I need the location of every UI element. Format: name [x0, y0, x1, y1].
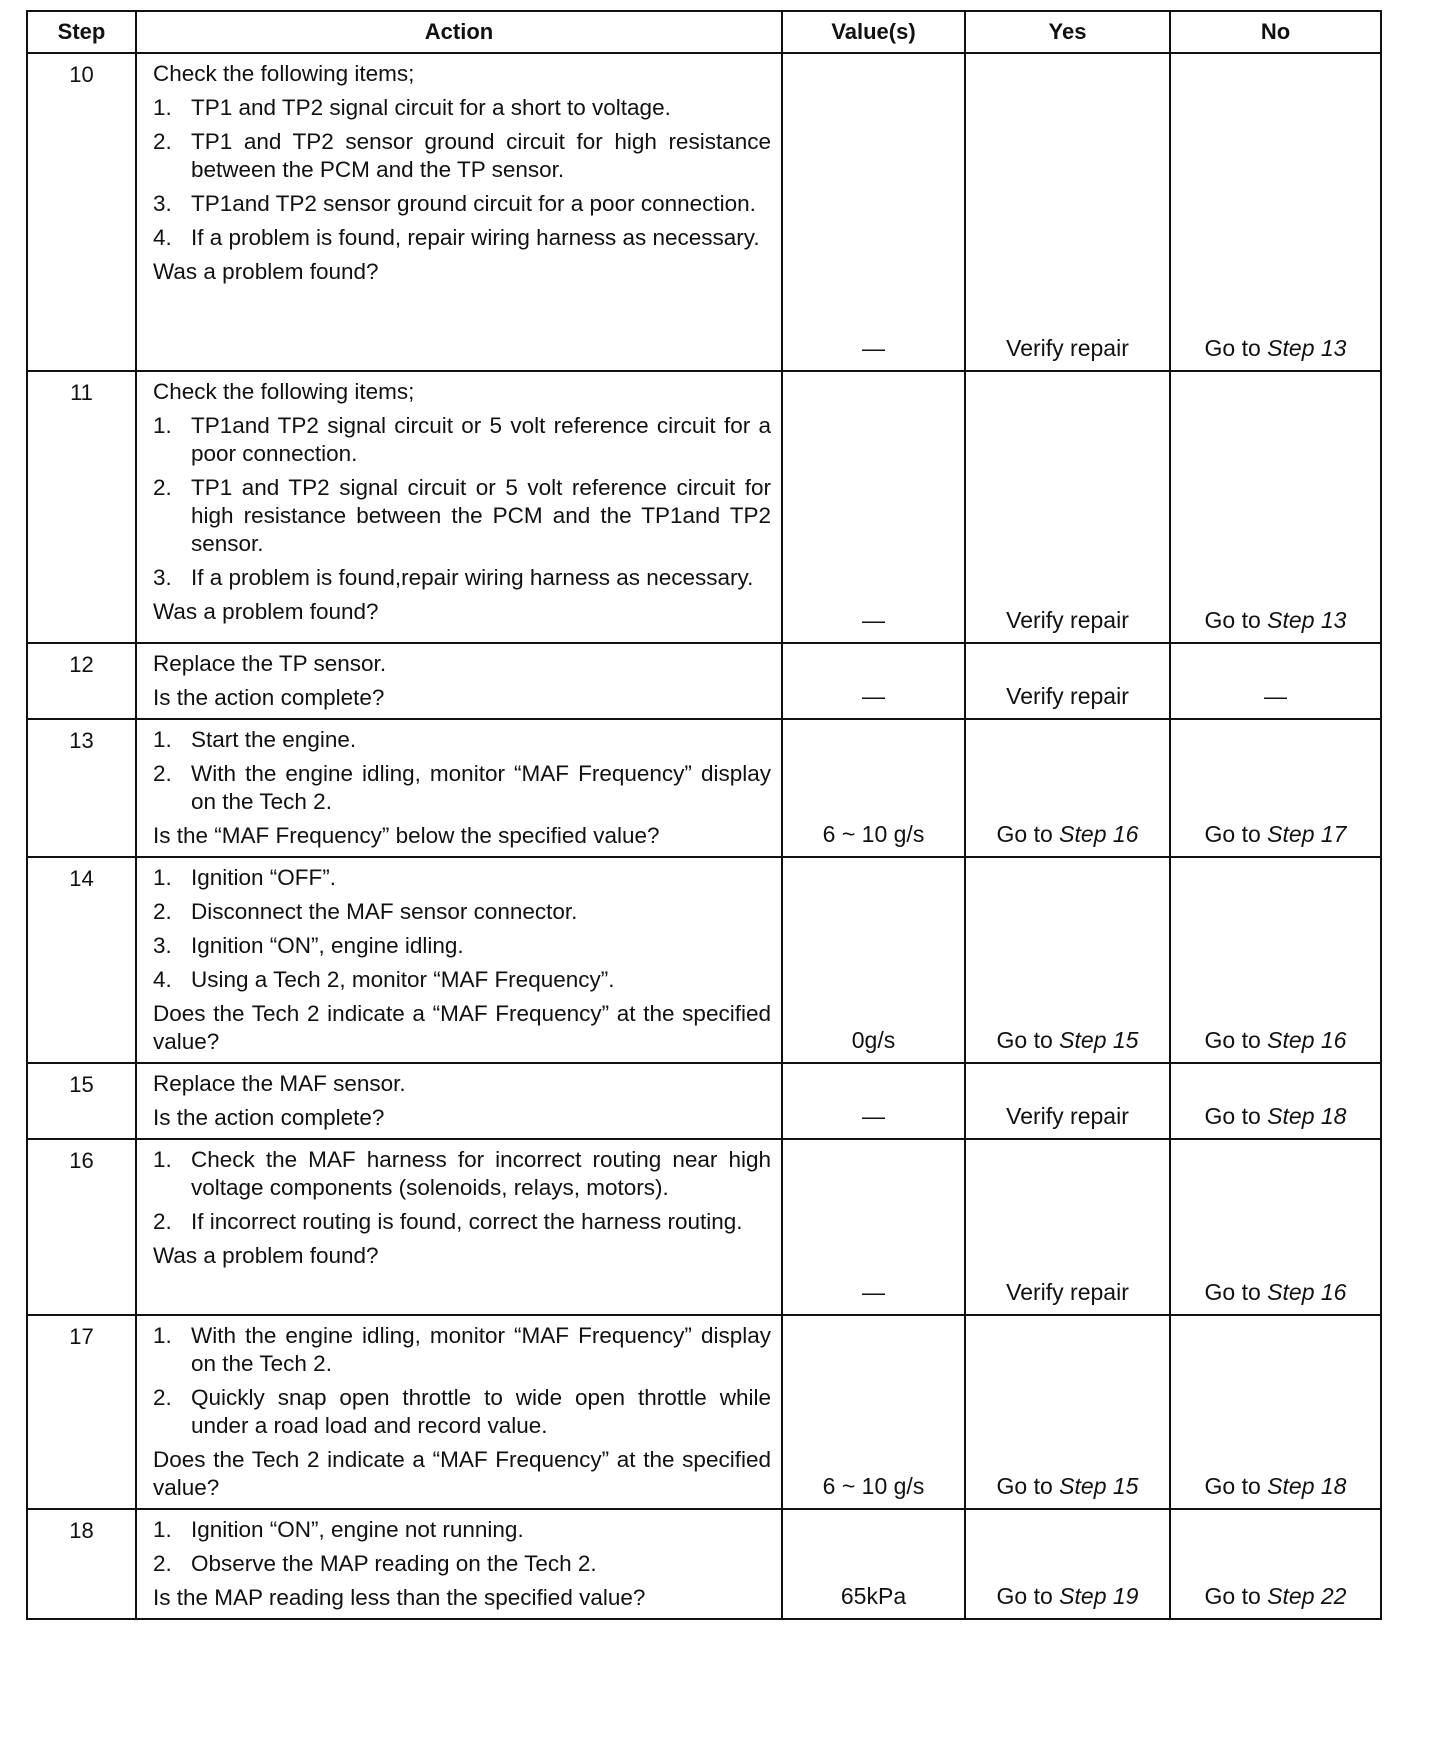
action-question: Is the “MAF Frequency” below the specified value?: [153, 823, 660, 848]
no-goto: [1205, 335, 1347, 361]
table-row: [27, 1139, 1381, 1315]
yes-goto: [997, 1473, 1139, 1499]
action-item: [153, 1146, 771, 1202]
action-item-number: 2.: [153, 1551, 172, 1576]
table-row: [27, 643, 1381, 719]
step-cell: 13: [27, 719, 136, 857]
table-row: [27, 1063, 1381, 1139]
action-item-number: 2.: [153, 1209, 172, 1234]
yes-text: Verify repair: [1006, 683, 1129, 709]
action-item-text: Start the engine.: [191, 727, 357, 752]
yes-text: Verify repair: [1006, 335, 1129, 361]
yes-cell: [965, 1139, 1170, 1315]
action-item-number: 2.: [153, 475, 172, 500]
action-item-text: TP1and TP2 signal circuit or 5 volt reference circuit for a poor connection.: [191, 413, 771, 466]
yes-cell: [965, 53, 1170, 371]
action-item-number: 1.: [153, 1147, 172, 1172]
action-question: Does the Tech 2 indicate a “MAF Frequency” at the specified value?: [153, 1447, 771, 1500]
action-item: [153, 1516, 771, 1544]
goto-step-link: Step 18: [1267, 1103, 1347, 1129]
yes-text: Verify repair: [1006, 607, 1129, 633]
action-item-number: 4.: [153, 967, 172, 992]
goto-step-link: Step 13: [1267, 335, 1347, 361]
no-goto: [1205, 1583, 1347, 1609]
goto-prefix: Go to: [1204, 607, 1261, 633]
table-row: [27, 53, 1381, 371]
goto-prefix: Go to: [1204, 1103, 1261, 1129]
step-cell: 14: [27, 857, 136, 1063]
action-item: [153, 726, 771, 754]
action-item-text: Ignition “OFF”.: [191, 865, 337, 890]
action-item-text: With the engine idling, monitor “MAF Frequency” display on the Tech 2.: [191, 1323, 771, 1376]
value-cell: —: [782, 371, 965, 643]
step-cell: 18: [27, 1509, 136, 1619]
goto-prefix: Go to: [996, 821, 1053, 847]
action-item-text: Observe the MAP reading on the Tech 2.: [191, 1551, 597, 1576]
action-item-number: 3.: [153, 933, 172, 958]
action-item: [153, 412, 771, 468]
action-item: [153, 1550, 771, 1578]
yes-goto: [997, 821, 1139, 847]
header-yes: Yes: [965, 11, 1170, 53]
action-item: [153, 760, 771, 816]
header-action: Action: [136, 11, 782, 53]
action-cell: [136, 719, 782, 857]
value-cell: 0g/s: [782, 857, 965, 1063]
yes-cell: [965, 371, 1170, 643]
no-cell: [1170, 857, 1381, 1063]
action-cell: [136, 857, 782, 1063]
action-item: [153, 1384, 771, 1440]
action-item: [153, 864, 771, 892]
action-item: [153, 224, 771, 252]
no-cell: [1170, 1509, 1381, 1619]
step-cell: 12: [27, 643, 136, 719]
action-item-number: 2.: [153, 761, 172, 786]
action-question: Was a problem found?: [153, 1243, 379, 1268]
value-cell: —: [782, 53, 965, 371]
header-step: Step: [27, 11, 136, 53]
action-item-text: Disconnect the MAF sensor connector.: [191, 899, 578, 924]
table-row: [27, 857, 1381, 1063]
step-cell: 10: [27, 53, 136, 371]
action-item: [153, 128, 771, 184]
yes-cell: [965, 857, 1170, 1063]
action-intro: Replace the MAF sensor.: [153, 1071, 406, 1096]
action-item-text: Ignition “ON”, engine not running.: [191, 1517, 524, 1542]
no-goto: [1205, 607, 1347, 633]
no-cell: [1170, 1315, 1381, 1509]
goto-prefix: Go to: [1204, 1027, 1261, 1053]
action-question: Does the Tech 2 indicate a “MAF Frequency” at the specified value?: [153, 1001, 771, 1054]
action-item-text: TP1 and TP2 signal circuit for a short to voltage.: [191, 95, 671, 120]
action-question: Was a problem found?: [153, 599, 379, 624]
action-cell: [136, 371, 782, 643]
value-cell: 6 ~ 10 g/s: [782, 719, 965, 857]
goto-prefix: Go to: [996, 1583, 1053, 1609]
action-item-number: 4.: [153, 225, 172, 250]
table-row: [27, 371, 1381, 643]
action-item-number: 3.: [153, 191, 172, 216]
action-cell: [136, 1139, 782, 1315]
goto-prefix: Go to: [1204, 1279, 1261, 1305]
action-item-number: 1.: [153, 865, 172, 890]
action-item: [153, 1322, 771, 1378]
action-item-number: 1.: [153, 1517, 172, 1542]
action-item-text: If a problem is found, repair wiring harness as necessary.: [191, 225, 760, 250]
goto-prefix: Go to: [996, 1473, 1053, 1499]
goto-step-link: Step 15: [1059, 1473, 1139, 1499]
action-item-number: 2.: [153, 1385, 172, 1410]
action-item: [153, 474, 771, 558]
goto-step-link: Step 13: [1267, 607, 1347, 633]
action-item: [153, 932, 771, 960]
action-intro: Replace the TP sensor.: [153, 651, 387, 676]
no-cell: [1170, 1063, 1381, 1139]
table-row: [27, 1509, 1381, 1619]
goto-step-link: Step 19: [1059, 1583, 1139, 1609]
action-item: [153, 190, 771, 218]
no-cell: [1170, 643, 1381, 719]
yes-goto: [997, 1583, 1139, 1609]
yes-cell: [965, 719, 1170, 857]
action-item-number: 1.: [153, 95, 172, 120]
action-item-number: 1.: [153, 1323, 172, 1348]
goto-step-link: Step 17: [1267, 821, 1347, 847]
action-item-text: Check the MAF harness for incorrect routing near high voltage components (solenoids, relays, motors).: [191, 1147, 771, 1200]
action-item-text: If a problem is found,repair wiring harness as necessary.: [191, 565, 754, 590]
no-goto: [1205, 1103, 1347, 1129]
action-intro: Check the following items;: [153, 61, 415, 86]
table-row: [27, 719, 1381, 857]
action-item-text: TP1 and TP2 signal circuit or 5 volt reference circuit for high resistance between the PCM and the TP1and TP2 sensor.: [191, 475, 771, 556]
table-body: [27, 53, 1381, 1619]
step-cell: 11: [27, 371, 136, 643]
action-item-text: TP1 and TP2 sensor ground circuit for high resistance between the PCM and the TP sensor.: [191, 129, 771, 182]
no-goto: [1205, 1473, 1347, 1499]
no-cell: [1170, 53, 1381, 371]
goto-step-link: Step 16: [1267, 1027, 1347, 1053]
action-item-number: 1.: [153, 727, 172, 752]
yes-goto: [997, 1027, 1139, 1053]
step-cell: 15: [27, 1063, 136, 1139]
goto-prefix: Go to: [1204, 335, 1261, 361]
action-item: [153, 564, 771, 592]
yes-cell: [965, 643, 1170, 719]
goto-step-link: Step 16: [1059, 821, 1139, 847]
action-question: Is the MAP reading less than the specified value?: [153, 1585, 646, 1610]
action-item-number: 2.: [153, 129, 172, 154]
step-cell: 17: [27, 1315, 136, 1509]
no-goto: [1205, 1027, 1347, 1053]
action-question: Is the action complete?: [153, 685, 385, 710]
goto-prefix: Go to: [1204, 1473, 1261, 1499]
goto-prefix: Go to: [1204, 1583, 1261, 1609]
goto-step-link: Step 15: [1059, 1027, 1139, 1053]
action-item-number: 3.: [153, 565, 172, 590]
action-item: [153, 898, 771, 926]
value-cell: 65kPa: [782, 1509, 965, 1619]
value-cell: 6 ~ 10 g/s: [782, 1315, 965, 1509]
action-cell: [136, 643, 782, 719]
table-row: [27, 1315, 1381, 1509]
action-cell: [136, 1509, 782, 1619]
no-cell: [1170, 719, 1381, 857]
action-item-text: TP1and TP2 sensor ground circuit for a poor connection.: [191, 191, 756, 216]
no-cell: [1170, 371, 1381, 643]
action-cell: [136, 53, 782, 371]
action-item: [153, 966, 771, 994]
goto-step-link: Step 16: [1267, 1279, 1347, 1305]
yes-text: Verify repair: [1006, 1279, 1129, 1305]
no-goto: [1205, 1279, 1347, 1305]
action-item-text: If incorrect routing is found, correct the harness routing.: [191, 1209, 743, 1234]
header-values: Value(s): [782, 11, 965, 53]
action-item-text: Using a Tech 2, monitor “MAF Frequency”.: [191, 967, 615, 992]
diagnostic-table: [26, 10, 1382, 1620]
action-intro: Check the following items;: [153, 379, 415, 404]
yes-cell: [965, 1063, 1170, 1139]
action-item-text: With the engine idling, monitor “MAF Frequency” display on the Tech 2.: [191, 761, 771, 814]
header-row: [27, 11, 1381, 53]
action-item-number: 2.: [153, 899, 172, 924]
value-cell: —: [782, 1063, 965, 1139]
action-item-text: Ignition “ON”, engine idling.: [191, 933, 464, 958]
value-cell: —: [782, 643, 965, 719]
action-cell: [136, 1315, 782, 1509]
step-cell: 16: [27, 1139, 136, 1315]
goto-step-link: Step 22: [1267, 1583, 1347, 1609]
action-item-number: 1.: [153, 413, 172, 438]
no-cell: [1170, 1139, 1381, 1315]
yes-cell: [965, 1509, 1170, 1619]
goto-prefix: Go to: [1204, 821, 1261, 847]
action-question: Was a problem found?: [153, 259, 379, 284]
value-cell: —: [782, 1139, 965, 1315]
action-item-text: Quickly snap open throttle to wide open throttle while under a road load and record value.: [191, 1385, 771, 1438]
goto-prefix: Go to: [996, 1027, 1053, 1053]
no-text: —: [1264, 683, 1287, 709]
action-question: Is the action complete?: [153, 1105, 385, 1130]
action-item: [153, 1208, 771, 1236]
yes-text: Verify repair: [1006, 1103, 1129, 1129]
action-item: [153, 94, 771, 122]
goto-step-link: Step 18: [1267, 1473, 1347, 1499]
yes-cell: [965, 1315, 1170, 1509]
action-cell: [136, 1063, 782, 1139]
no-goto: [1205, 821, 1347, 847]
header-no: No: [1170, 11, 1381, 53]
